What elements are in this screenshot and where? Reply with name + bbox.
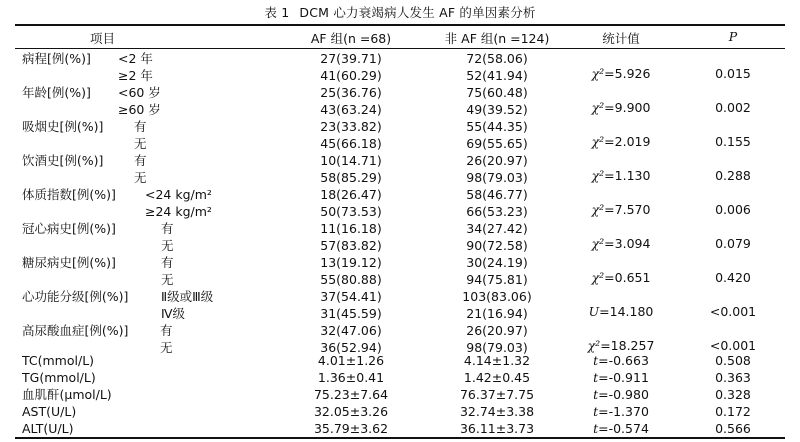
af-group-value: 27(39.71)	[320, 51, 382, 66]
non-af-group-value: 94(75.81)	[466, 272, 528, 287]
af-group-value: 11(16.18)	[320, 221, 382, 236]
table-row	[0, 169, 800, 186]
row-label: 心功能分级[例(%)]	[22, 289, 129, 304]
row-sublabel: <2 年	[118, 51, 153, 66]
non-af-group-value: 30(24.19)	[466, 255, 528, 270]
row-sublabel: 有	[161, 255, 174, 270]
header-af-group: AF 组(n =68)	[310, 31, 392, 46]
row-label: TG(mmol/L)	[22, 370, 96, 385]
row-sublabel: 无	[134, 136, 147, 151]
row-sublabel: 有	[161, 221, 174, 236]
af-group-value: 4.01±1.26	[317, 353, 385, 368]
p-value: <0.001	[709, 304, 757, 319]
table-row	[0, 322, 800, 339]
table-row	[0, 101, 800, 118]
af-group-value: 31(45.59)	[320, 306, 382, 321]
statistic-number: =18.257	[600, 338, 655, 353]
p-value: 0.363	[715, 370, 751, 385]
header-non-af-group: 非 AF 组(n =124)	[444, 31, 550, 46]
non-af-group-value: 72(58.06)	[466, 51, 528, 66]
non-af-group-value: 36.11±3.73	[459, 421, 535, 436]
af-group-value: 58(85.29)	[320, 170, 382, 185]
non-af-group-value: 49(39.52)	[466, 102, 528, 117]
af-group-value: 35.79±3.62	[313, 421, 389, 436]
af-group-value: 1.36±0.41	[317, 370, 385, 385]
statistic-symbol: χ²	[591, 134, 605, 149]
af-group-value: 50(73.53)	[320, 204, 382, 219]
af-group-value: 57(83.82)	[320, 238, 382, 253]
af-group-value: 13(19.12)	[320, 255, 382, 270]
non-af-group-value: 58(46.77)	[466, 187, 528, 202]
row-sublabel: <24 kg/m²	[145, 187, 212, 202]
statistic-number: =0.651	[604, 270, 651, 285]
statistic-symbol: U	[588, 304, 600, 319]
table-row	[0, 152, 800, 169]
row-label: 饮酒史[例(%)]	[22, 153, 104, 168]
statistic-symbol: t	[593, 421, 599, 436]
top-rule	[15, 24, 785, 26]
statistic-value	[592, 133, 651, 150]
table-row	[0, 352, 800, 369]
statistic-symbol: χ²	[591, 66, 605, 81]
p-value: <0.001	[709, 338, 757, 353]
row-label: ALT(U/L)	[22, 421, 74, 436]
table-row	[0, 305, 800, 322]
statistic-value	[592, 167, 651, 184]
af-group-value: 32.05±3.26	[313, 404, 389, 419]
statistic-value	[593, 352, 649, 369]
non-af-group-value: 76.37±7.75	[459, 387, 535, 402]
row-label: TC(mmol/L)	[22, 353, 95, 368]
af-group-value: 32(47.06)	[320, 323, 382, 338]
non-af-group-value: 66(53.23)	[466, 204, 528, 219]
row-label: 病程[例(%)]	[22, 51, 91, 66]
statistic-number: =-0.911	[598, 370, 649, 385]
statistic-value	[593, 403, 649, 420]
af-group-value: 41(60.29)	[320, 68, 382, 83]
row-label: 吸烟史[例(%)]	[22, 119, 104, 134]
table-row	[0, 271, 800, 288]
table-row	[0, 403, 800, 420]
statistic-symbol: t	[593, 404, 599, 419]
statistic-number: =2.019	[604, 134, 651, 149]
bottom-rule	[15, 437, 785, 439]
p-value: 0.079	[715, 236, 751, 251]
non-af-group-value: 69(55.65)	[466, 136, 528, 151]
table-row	[0, 288, 800, 305]
p-value: 0.172	[715, 404, 751, 419]
row-sublabel: 无	[160, 340, 173, 355]
statistic-value	[592, 65, 651, 82]
af-group-value: 18(26.47)	[320, 187, 382, 202]
statistic-number: =-1.370	[598, 404, 649, 419]
p-value: 0.015	[715, 66, 751, 81]
statistic-symbol: t	[593, 387, 599, 402]
statistic-value	[589, 303, 654, 320]
row-sublabel: 无	[161, 272, 174, 287]
row-sublabel: Ⅱ级或Ⅲ级	[161, 289, 214, 304]
header-p-value: P	[728, 29, 738, 44]
table-row	[0, 220, 800, 237]
non-af-group-value: 1.42±0.45	[463, 370, 531, 385]
statistic-number: =5.926	[604, 66, 651, 81]
statistic-symbol: χ²	[591, 270, 605, 285]
af-group-value: 43(63.24)	[320, 102, 382, 117]
row-sublabel: <60 岁	[118, 85, 161, 100]
row-sublabel: 无	[134, 170, 147, 185]
table-caption	[0, 3, 800, 21]
p-value: 0.155	[715, 134, 751, 149]
af-group-value: 55(80.88)	[320, 272, 382, 287]
p-value: 0.002	[715, 100, 751, 115]
row-label: 高尿酸血症[例(%)]	[22, 323, 129, 338]
statistic-number: =7.570	[604, 202, 651, 217]
table-row	[0, 254, 800, 271]
table-row	[0, 186, 800, 203]
non-af-group-value: 98(79.03)	[466, 340, 528, 355]
non-af-group-value: 98(79.03)	[466, 170, 528, 185]
header-rule	[15, 48, 785, 49]
statistic-value	[593, 420, 649, 437]
table-row	[0, 203, 800, 220]
table-row	[0, 237, 800, 254]
af-group-value: 36(52.94)	[320, 340, 382, 355]
table-row	[0, 118, 800, 135]
statistic-number: =-0.663	[598, 353, 649, 368]
caption-number: 表 1	[264, 5, 290, 20]
statistic-number: =1.130	[604, 168, 651, 183]
row-label: AST(U/L)	[22, 404, 77, 419]
row-sublabel: ≥24 kg/m²	[145, 204, 212, 219]
non-af-group-value: 32.74±3.38	[459, 404, 535, 419]
statistic-value	[593, 369, 649, 386]
statistic-symbol: χ²	[587, 338, 601, 353]
p-value: 0.006	[715, 202, 751, 217]
table-row	[0, 386, 800, 403]
statistic-symbol: χ²	[591, 236, 605, 251]
statistic-symbol: χ²	[591, 100, 605, 115]
row-sublabel: 无	[161, 238, 174, 253]
statistic-number: =-0.980	[598, 387, 649, 402]
statistic-symbol: χ²	[591, 168, 605, 183]
table-row	[0, 369, 800, 386]
statistic-value	[592, 201, 651, 218]
p-value: 0.288	[715, 168, 751, 183]
af-group-value: 45(66.18)	[320, 136, 382, 151]
row-label: 冠心病史[例(%)]	[22, 221, 116, 236]
statistic-symbol: t	[593, 353, 599, 368]
table-row	[0, 50, 800, 67]
p-value: 0.328	[715, 387, 751, 402]
non-af-group-value: 26(20.97)	[466, 323, 528, 338]
table-row	[0, 84, 800, 101]
af-group-value: 75.23±7.64	[313, 387, 389, 402]
statistic-value	[592, 269, 651, 286]
statistic-value	[592, 99, 651, 116]
af-group-value: 23(33.82)	[320, 119, 382, 134]
af-group-value: 37(54.41)	[320, 289, 382, 304]
row-label: 血肌酐(μmol/L)	[22, 387, 112, 402]
af-group-value: 10(14.71)	[320, 153, 382, 168]
statistic-number: =3.094	[604, 236, 651, 251]
row-sublabel: ≥2 年	[118, 68, 153, 83]
statistic-number: =-0.574	[598, 421, 649, 436]
row-sublabel: 有	[134, 119, 147, 134]
non-af-group-value: 34(27.42)	[466, 221, 528, 236]
non-af-group-value: 52(41.94)	[466, 68, 528, 83]
non-af-group-value: 75(60.48)	[466, 85, 528, 100]
row-sublabel: Ⅳ级	[161, 306, 186, 321]
header-item: 项目	[90, 31, 116, 46]
row-label: 年龄[例(%)]	[22, 85, 91, 100]
statistic-value	[592, 235, 651, 252]
non-af-group-value: 90(72.58)	[466, 238, 528, 253]
caption-text: DCM 心力衰竭病人发生 AF 的单因素分析	[299, 5, 536, 20]
p-value: 0.566	[715, 421, 751, 436]
table-row	[0, 420, 800, 437]
statistic-symbol: χ²	[591, 202, 605, 217]
statistic-value	[593, 386, 649, 403]
row-sublabel: ≥60 岁	[118, 102, 161, 117]
statistic-symbol: t	[593, 370, 599, 385]
header-statistic: 统计值	[602, 31, 640, 46]
row-sublabel: 有	[160, 323, 173, 338]
non-af-group-value: 26(20.97)	[466, 153, 528, 168]
statistic-number: =9.900	[604, 100, 651, 115]
row-sublabel: 有	[134, 153, 147, 168]
non-af-group-value: 4.14±1.32	[463, 353, 531, 368]
row-label: 糖尿病史[例(%)]	[22, 255, 116, 270]
table-row	[0, 135, 800, 152]
statistic-number: =14.180	[599, 304, 654, 319]
table-row	[0, 67, 800, 84]
non-af-group-value: 55(44.35)	[466, 119, 528, 134]
p-value: 0.508	[715, 353, 751, 368]
af-group-value: 25(36.76)	[320, 85, 382, 100]
row-label: 体质指数[例(%)]	[22, 187, 116, 202]
non-af-group-value: 21(16.94)	[466, 306, 528, 321]
non-af-group-value: 103(83.06)	[462, 289, 532, 304]
p-value: 0.420	[715, 270, 751, 285]
